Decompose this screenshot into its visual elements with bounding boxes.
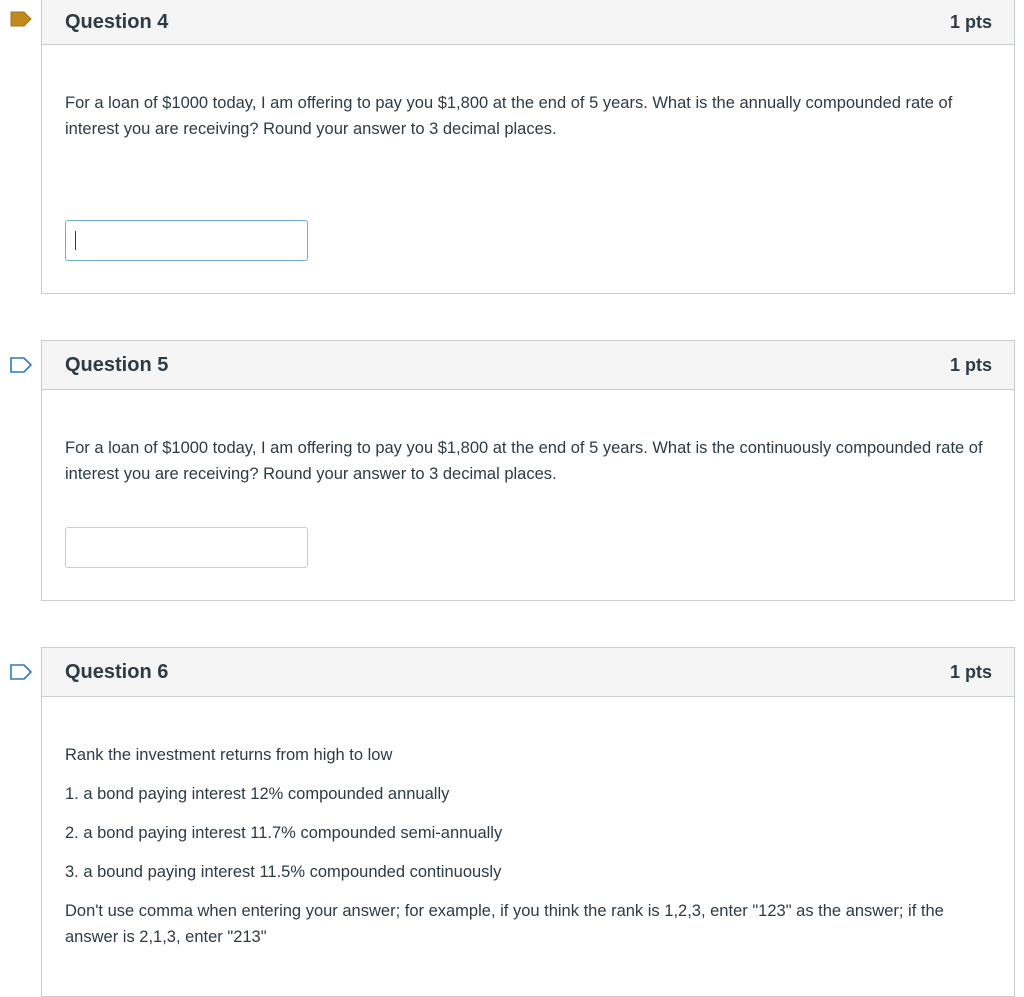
flag-outline-icon[interactable] bbox=[10, 357, 32, 373]
list-item: 2. a bond paying interest 11.7% compounded semi-annually bbox=[65, 824, 503, 842]
question-intro: Rank the investment returns from high to low bbox=[65, 746, 393, 764]
question-6 bbox=[41, 647, 1015, 997]
list-item: 1. a bond paying interest 12% compounded annually bbox=[65, 785, 450, 803]
flag-outline-icon[interactable] bbox=[10, 664, 32, 680]
answer-field-wrap bbox=[65, 527, 308, 568]
question-header bbox=[42, 341, 1014, 390]
question-4 bbox=[41, 0, 1015, 294]
flag-filled-icon[interactable] bbox=[10, 11, 32, 27]
question-header bbox=[42, 648, 1014, 697]
list-item: 3. a bound paying interest 11.5% compounded continuously bbox=[65, 863, 502, 881]
question-points: 1 pts bbox=[949, 12, 992, 32]
question-title: Question 6 bbox=[65, 660, 169, 683]
question-header bbox=[42, 0, 1014, 45]
question-body bbox=[42, 697, 1014, 950]
answer-input[interactable] bbox=[65, 220, 308, 261]
answer-input[interactable] bbox=[65, 527, 308, 568]
question-points: 1 pts bbox=[949, 661, 992, 682]
text-cursor bbox=[75, 231, 76, 250]
question-points: 1 pts bbox=[949, 354, 992, 375]
question-text: For a loan of $1000 today, I am offering to pay you $1,800 at the end of 5 years. What is the annually compounded rate of interest you are receiving? Round your answer to 3 decimal places. bbox=[65, 94, 953, 138]
question-note: Don't use comma when entering your answer; for example, if you think the rank is 1,2,3, enter "123" as the answer; if the answer is 2,1,3, enter "213" bbox=[65, 902, 944, 946]
question-title: Question 4 bbox=[65, 11, 169, 33]
question-text: For a loan of $1000 today, I am offering to pay you $1,800 at the end of 5 years. What is the continuously compounded rate of interest you are receiving? Round your answer to 3 decimal places. bbox=[65, 439, 983, 483]
question-5 bbox=[41, 340, 1015, 601]
question-title: Question 5 bbox=[65, 353, 169, 376]
question-body bbox=[42, 45, 1014, 261]
answer-field-wrap bbox=[65, 220, 308, 261]
question-body bbox=[42, 390, 1014, 568]
